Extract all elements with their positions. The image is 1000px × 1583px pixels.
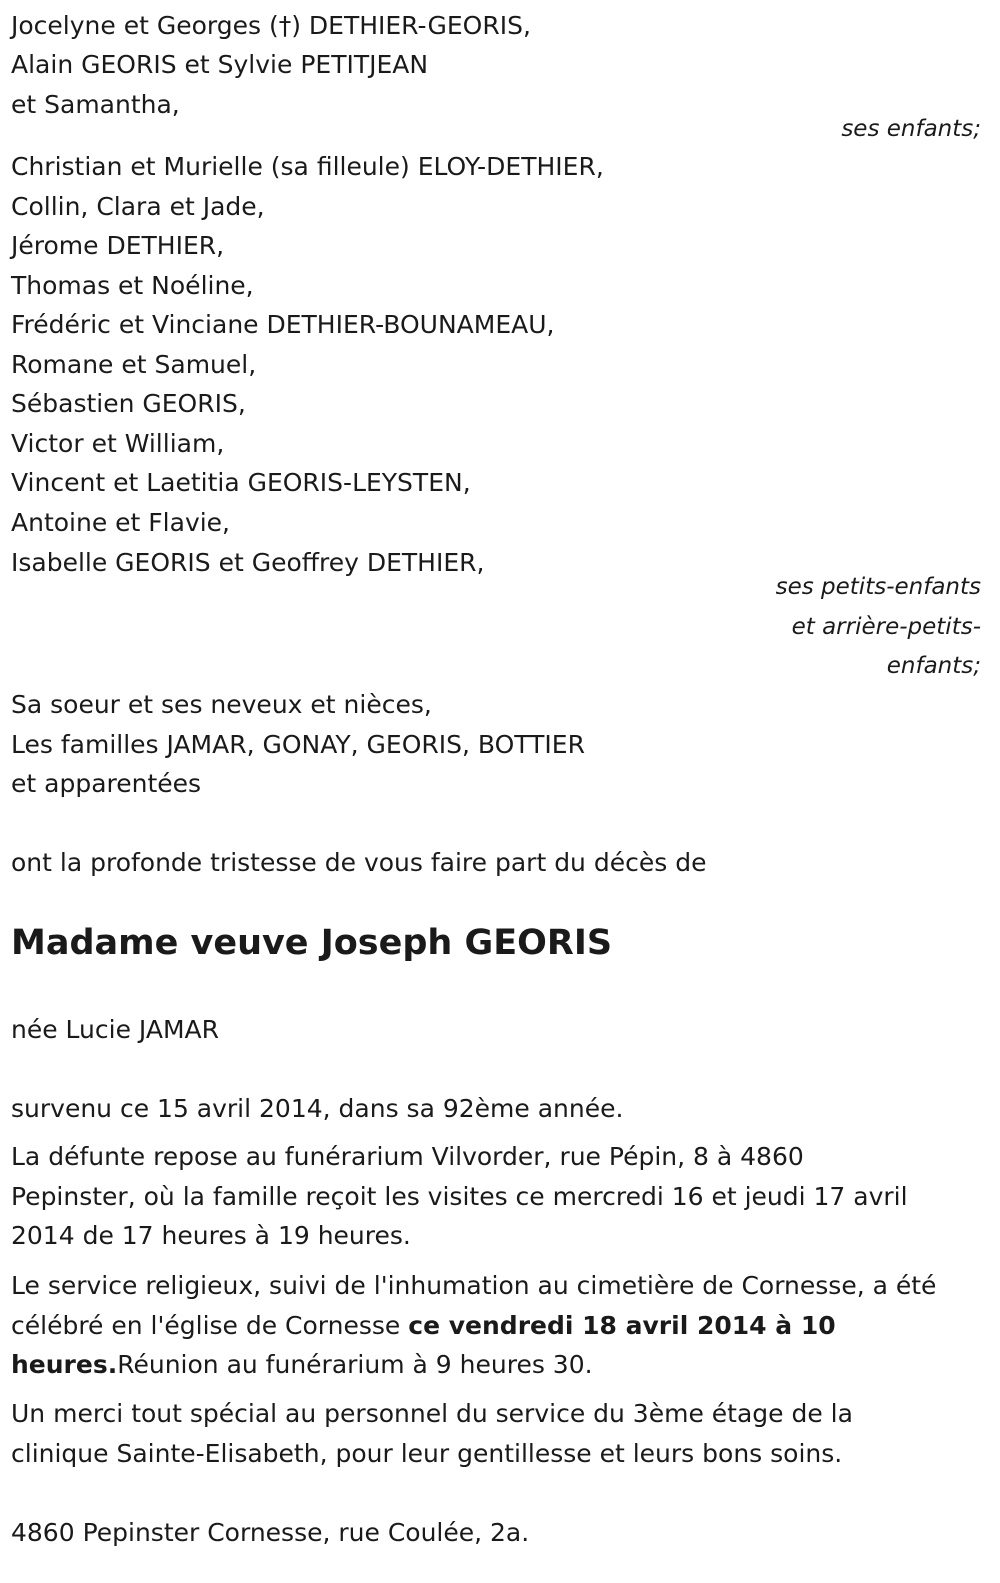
relation-label-children: ses enfants; — [841, 116, 981, 142]
family-line: et apparentées — [11, 769, 202, 798]
family-line: Alain GEORIS et Sylvie PETITJEAN — [11, 50, 429, 79]
relation-label-grandchildren: ses petits-enfants — [775, 574, 981, 600]
repose-line: Pepinster, où la famille reçoit les visites ce mercredi 16 et jeudi 17 avril — [11, 1182, 908, 1211]
family-line: Sa soeur et ses neveux et nièces, — [11, 690, 432, 719]
family-line: Frédéric et Vinciane DETHIER-BOUNAMEAU, — [11, 310, 555, 339]
relation-label-grandchildren: enfants; — [886, 653, 981, 679]
family-line: Victor et William, — [11, 429, 225, 458]
family-line: et Samantha, — [11, 90, 180, 119]
address: 4860 Pepinster Cornesse, rue Coulée, 2a. — [11, 1518, 530, 1547]
birth-name: née Lucie JAMAR — [11, 1015, 219, 1044]
family-line: Romane et Samuel, — [11, 350, 257, 379]
service-text: célébré en l'église de Cornesse — [11, 1311, 409, 1340]
service-line — [11, 1306, 836, 1346]
service-date-bold: ce vendredi 18 avril 2014 à 10 — [408, 1311, 836, 1340]
service-line: Le service religieux, suivi de l'inhumation au cimetière de Cornesse, a été — [11, 1271, 937, 1300]
repose-line: La défunte repose au funérarium Vilvorder, rue Pépin, 8 à 4860 — [11, 1142, 804, 1171]
family-line: Christian et Murielle (sa filleule) ELOY-DETHIER, — [11, 152, 604, 181]
family-line: Jérome DETHIER, — [11, 231, 225, 260]
family-line: Collin, Clara et Jade, — [11, 192, 265, 221]
deceased-name: Madame veuve Joseph GEORIS — [11, 923, 613, 963]
family-line: Sébastien GEORIS, — [11, 389, 246, 418]
death-info: survenu ce 15 avril 2014, dans sa 92ème année. — [11, 1094, 624, 1123]
repose-line: 2014 de 17 heures à 19 heures. — [11, 1221, 411, 1250]
thanks-line: Un merci tout spécial au personnel du service du 3ème étage de la — [11, 1399, 853, 1428]
service-line — [11, 1345, 593, 1385]
relation-label-grandchildren: et arrière-petits- — [791, 614, 981, 640]
family-line: Jocelyne et Georges (†) DETHIER-GEORIS, — [11, 11, 531, 40]
announcement-text: ont la profonde tristesse de vous faire part du décès de — [11, 848, 707, 877]
family-line: Thomas et Noéline, — [11, 271, 254, 300]
family-line: Isabelle GEORIS et Geoffrey DETHIER, — [11, 548, 485, 577]
thanks-line: clinique Sainte-Elisabeth, pour leur gentillesse et leurs bons soins. — [11, 1439, 843, 1468]
service-date-bold: heures. — [11, 1350, 118, 1379]
family-line: Vincent et Laetitia GEORIS-LEYSTEN, — [11, 468, 471, 497]
family-line: Les familles JAMAR, GONAY, GEORIS, BOTTIER — [11, 730, 585, 759]
service-text: Réunion au funérarium à 9 heures 30. — [117, 1350, 593, 1379]
family-line: Antoine et Flavie, — [11, 508, 231, 537]
